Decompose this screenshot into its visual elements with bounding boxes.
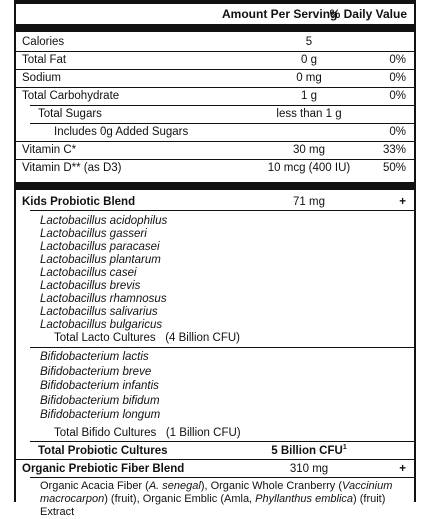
row-divider (16, 69, 414, 70)
total-probiotic-value (234, 445, 384, 458)
amount-per-serving-header: Amount Per Serving (222, 7, 338, 21)
row-divider (30, 210, 414, 211)
nutrient-amount: 10 mcg (400 IU) (267, 162, 351, 174)
nutrient-dv: 50% (382, 162, 406, 174)
row-divider (30, 123, 414, 124)
probiotic-blend-dv: + (399, 196, 406, 208)
nutrient-name: Total Carbohydrate (22, 90, 120, 102)
ingredient-latin: Phyllanthus emblica (255, 493, 354, 505)
supplement-facts-panel (14, 0, 416, 518)
nutrient-amount: 1 g (301, 90, 317, 102)
total-probiotic-label: Total Probiotic Cultures (38, 445, 168, 457)
nutrient-dv: 0% (389, 72, 406, 84)
nutrient-amount: 0 g (301, 54, 317, 66)
prebiotic-blend-dv: + (399, 463, 406, 475)
strain-name: Lactobacillus casei (40, 267, 137, 279)
nutrient-amount: 30 mg (293, 144, 325, 156)
nutrient-amount: less than 1 g (276, 108, 342, 120)
top-thick-rule (16, 0, 414, 4)
ingredient-text: Organic Acacia Fiber ( (40, 480, 149, 492)
strain-name: Lactobacillus bulgaricus (40, 319, 163, 331)
strain-name: Bifidobacterium lactis (40, 351, 149, 363)
nutrient-name: Total Fat (22, 54, 67, 66)
strain-name: Lactobacillus gasseri (40, 228, 147, 240)
prebiotic-ingredients (40, 480, 406, 519)
nutrient-amount: 0 mg (296, 72, 322, 84)
ingredient-latin: A. senegal (148, 480, 201, 492)
strain-name: Bifidobacterium bifidum (40, 394, 160, 407)
nutrient-name: Total Sugars (38, 108, 102, 120)
strain-name: Bifidobacterium longum (40, 409, 161, 421)
strain-name: Lactobacillus acidophilus (40, 215, 168, 227)
daily-value-header: % Daily Value (329, 7, 407, 21)
strain-name: Lactobacillus brevis (40, 280, 141, 292)
nutrient-dv: 0% (389, 126, 406, 138)
strain-name: Lactobacillus paracasei (40, 241, 160, 253)
nutrient-name: Vitamin C* (22, 144, 77, 156)
ingredient-text: ) (fruit) Extract (40, 493, 386, 518)
strain-name: Lactobacillus rhamnosus (40, 293, 167, 305)
prebiotic-blend-name: Organic Prebiotic Fiber Blend (22, 463, 185, 475)
row-divider (30, 441, 414, 442)
ingredient-latin: Vaccinium (342, 480, 393, 492)
ingredient-latin: macrocarpon (40, 493, 105, 505)
nutrient-amount: 5 (305, 36, 313, 48)
nutrient-name: Sodium (22, 72, 61, 84)
row-divider (16, 459, 414, 460)
strain-name: Lactobacillus plantarum (40, 254, 161, 266)
strain-name: Lactobacillus salivarius (40, 306, 158, 318)
lacto-total: Total Lacto Cultures (4 Billion CFU) (54, 332, 240, 344)
ingredient-text: ), Organic Whole Cranberry ( (200, 480, 343, 492)
strain-name: Bifidobacterium breve (40, 365, 152, 378)
bifido-total: Total Bifido Cultures (1 Billion CFU) (54, 427, 241, 439)
probiotic-blend-amount: 71 mg (293, 196, 325, 208)
footnote-marker: 1 (342, 444, 347, 452)
nutrient-name: Vitamin D** (as D3) (22, 162, 122, 174)
nutrient-dv: 33% (382, 144, 406, 156)
nutrient-dv: 0% (389, 54, 406, 66)
strain-name: Bifidobacterium infantis (40, 380, 159, 392)
probiotic-blend-name: Kids Probiotic Blend (22, 196, 136, 208)
row-divider (16, 51, 414, 52)
row-divider (16, 141, 414, 142)
row-divider (30, 105, 414, 106)
header-thick-rule (16, 24, 414, 32)
row-divider (16, 87, 414, 88)
section-thick-rule (16, 182, 414, 190)
total-probiotic-amount: 5 Billion CFU (271, 445, 343, 457)
ingredient-text: ) (fruit), Organic Emblic (Amla, (104, 493, 256, 505)
row-divider (16, 159, 414, 160)
row-divider (30, 477, 414, 478)
row-divider (30, 347, 414, 348)
prebiotic-blend-amount: 310 mg (289, 463, 329, 475)
nutrient-name: Includes 0g Added Sugars (54, 126, 189, 138)
nutrient-name: Calories (22, 36, 65, 48)
nutrient-dv: 0% (389, 90, 406, 102)
